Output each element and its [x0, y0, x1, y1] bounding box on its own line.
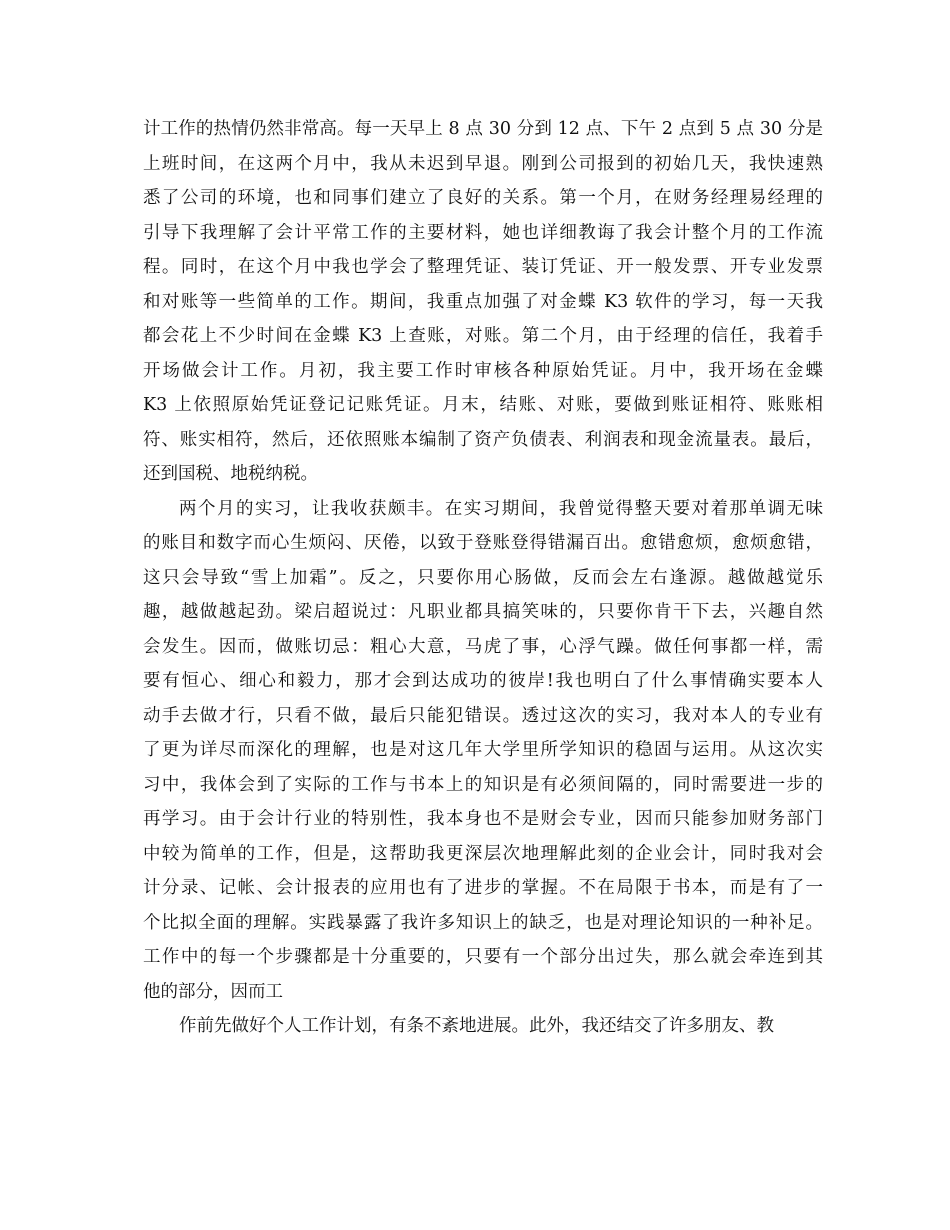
text-line: 中较为简单的工作，但是，这帮助我更深层次地理解此刻的企业会计，同时我对会	[143, 843, 823, 864]
text-line: 引导下我理解了会计平常工作的主要材料，她也详细教诲了我会计整个月的工作流	[143, 222, 823, 243]
text-line: 悉了公司的环境，也和同事们建立了良好的关系。第一个月，在财务经理易经理的	[143, 188, 823, 208]
text-line: 作前先做好个人工作计划，有条不紊地进展。此外，我还结交了许多朋友、教	[179, 1016, 774, 1036]
text-line: 和对账等一些简单的工作。期间，我重点加强了对金蝶 K3 软件的学习，每一天我	[143, 291, 823, 312]
text-line: 个比拟全面的理解。实践暴露了我许多知识上的缺乏，也是对理论知识的一种补足。	[143, 912, 823, 933]
text-line: 这只会导致“雪上加霜”。反之，只要你用心肠做，反而会左右逢源。越做越觉乐	[143, 567, 823, 588]
text-line: K3 上依照原始凭证登记记账凭证。月末，结账、对账，要做到账证相符、账账相	[143, 395, 823, 415]
document-body	[143, 112, 823, 1044]
text-line: 趣，越做越起劲。梁启超说过：凡职业都具搞笑味的，只要你肯干下去，兴趣自然	[143, 602, 823, 622]
text-line: 程。同时，在这个月中我也学会了整理凭证、装订凭证、开一般发票、开专业发票	[143, 257, 823, 277]
text-line: 再学习。由于会计行业的特别性，我本身也不是财会专业，因而只能参加财务部门	[143, 809, 823, 829]
text-line: 要有恒心、细心和毅力，那才会到达成功的彼岸!我也明白了什么事情确实要本人	[143, 671, 823, 691]
text-line: 还到国税、地税纳税。	[143, 464, 318, 484]
text-line: 他的部分，因而工	[143, 981, 283, 1002]
paragraph-1	[143, 112, 823, 492]
text-line: 计分录、记帐、会计报表的应用也有了进步的掌握。不在局限于书本，而是有了一	[143, 878, 823, 898]
paragraph-3	[143, 1009, 823, 1044]
text-line: 开场做会计工作。月初，我主要工作时审核各种原始凭证。月中，我开场在金蝶	[143, 360, 823, 381]
paragraph-2	[143, 492, 823, 1010]
text-line: 了更为详尽而深化的理解，也是对这几年大学里所学知识的稳固与运用。从这次实	[143, 740, 823, 760]
text-line: 都会花上不少时间在金蝶 K3 上查账，对账。第二个月，由于经理的信任，我着手	[143, 326, 823, 346]
text-line: 动手去做才行，只看不做，最后只能犯错误。透过这次的实习，我对本人的专业有	[143, 705, 823, 726]
text-line: 的账目和数字而心生烦闷、厌倦，以致于登账登得错漏百出。愈错愈烦，愈烦愈错，	[143, 533, 823, 553]
text-line: 会发生。因而，做账切忌：粗心大意，马虎了事，心浮气躁。做任何事都一样，需	[143, 636, 823, 657]
text-line: 习中，我体会到了实际的工作与书本上的知识是有必须间隔的，同时需要进一步的	[143, 774, 823, 795]
text-line: 上班时间，在这两个月中，我从未迟到早退。刚到公司报到的初始几天，我快速熟	[143, 153, 823, 174]
text-line: 符、账实相符，然后，还依照账本编制了资产负债表、利润表和现金流量表。最后，	[143, 429, 823, 450]
text-line: 计工作的热情仍然非常高。每一天早上 8 点 30 分到 12 点、下午 2 点到 5 点 30 分是	[143, 119, 823, 139]
text-line: 工作中的每一个步骤都是十分重要的，只要有一个部分出过失，那么就会牵连到其	[143, 947, 823, 967]
text-line: 两个月的实习，让我收获颇丰。在实习期间，我曾觉得整天要对着那单调无味	[179, 498, 823, 519]
